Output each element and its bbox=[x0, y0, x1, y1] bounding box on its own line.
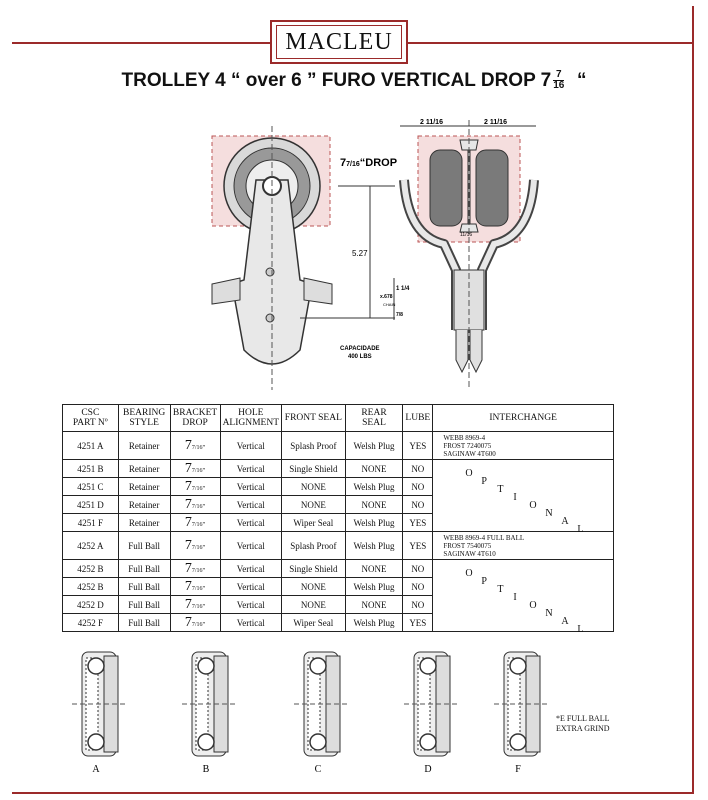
cell-drop: 77/16” bbox=[170, 514, 220, 532]
cell-rear-seal: NONE bbox=[345, 496, 403, 514]
cell-front-seal: Single Shield bbox=[282, 460, 346, 478]
cell-front-seal: Splash Proof bbox=[282, 532, 346, 560]
cell-rear-seal: NONE bbox=[345, 560, 403, 578]
optional-text bbox=[435, 560, 611, 635]
header-bearing: BEARING STYLE bbox=[118, 405, 170, 432]
cell-bearing: Full Ball bbox=[118, 532, 170, 560]
wheel-left-profile bbox=[430, 150, 462, 226]
cell-front-seal: Splash Proof bbox=[282, 432, 346, 460]
header-hole: HOLE ALIGNMENT bbox=[220, 405, 281, 432]
cell-lube: YES bbox=[403, 514, 433, 532]
cell-rear-seal: Welsh Plug bbox=[345, 478, 403, 496]
cell-lube: YES bbox=[403, 432, 433, 460]
header-interchange: INTERCHANGE bbox=[433, 405, 614, 432]
cell-rear-seal: NONE bbox=[345, 460, 403, 478]
cell-part: 4251 F bbox=[63, 514, 119, 532]
table-row bbox=[63, 560, 614, 578]
optional-letter: I bbox=[513, 492, 517, 503]
bearing-label: C bbox=[314, 764, 322, 775]
title-fraction: $\frac{7}{16}$ bbox=[553, 69, 565, 92]
cell-drop: 77/16” bbox=[170, 560, 220, 578]
cell-bearing: Full Ball bbox=[118, 614, 170, 632]
brand-logo: MACLEU bbox=[276, 25, 402, 59]
cell-rear-seal: Welsh Plug bbox=[345, 578, 403, 596]
cell-lube: YES bbox=[403, 614, 433, 632]
cell-drop: 77/16” bbox=[170, 496, 220, 514]
dim-1-1-4: 1 1/4 bbox=[396, 286, 410, 292]
cell-interchange: WEBB 8969-4 FULL BALL FROST 7540075 SAGINAW 4T610 bbox=[433, 532, 614, 560]
bearing-section-c bbox=[294, 652, 350, 756]
bearing-section-d bbox=[404, 652, 460, 756]
cell-bearing: Full Ball bbox=[118, 560, 170, 578]
optional-text bbox=[435, 460, 611, 535]
cell-hole: Vertical bbox=[220, 578, 281, 596]
cell-drop: 77/16” bbox=[170, 596, 220, 614]
table-row bbox=[63, 460, 614, 478]
cell-bearing: Full Ball bbox=[118, 596, 170, 614]
cell-hole: Vertical bbox=[220, 514, 281, 532]
bearing-sections bbox=[0, 640, 708, 780]
bearing-label: D bbox=[424, 764, 432, 775]
drop-label: 77/16“DROP bbox=[340, 157, 398, 169]
capacity-line1: CAPACIDADE bbox=[340, 346, 380, 352]
cell-front-seal: Wiper Seal bbox=[282, 614, 346, 632]
cell-drop: 77/16” bbox=[170, 578, 220, 596]
table-header-row bbox=[63, 405, 614, 432]
dim-527: 5.27 bbox=[352, 249, 368, 258]
optional-letter: O bbox=[465, 568, 473, 579]
cell-rear-seal: Welsh Plug bbox=[345, 614, 403, 632]
cell-part: 4252 D bbox=[63, 596, 119, 614]
optional-letter: T bbox=[497, 484, 504, 495]
cell-hole: Vertical bbox=[220, 432, 281, 460]
dim-right: 2 11/16 bbox=[484, 119, 507, 126]
cell-hole: Vertical bbox=[220, 596, 281, 614]
cell-bearing: Retainer bbox=[118, 496, 170, 514]
cell-drop: 77/16” bbox=[170, 460, 220, 478]
cell-lube: NO bbox=[403, 560, 433, 578]
cell-front-seal: NONE bbox=[282, 478, 346, 496]
cell-part: 4251 A bbox=[63, 432, 119, 460]
cell-lube: NO bbox=[403, 496, 433, 514]
cell-hole: Vertical bbox=[220, 460, 281, 478]
cell-part: 4251 D bbox=[63, 496, 119, 514]
optional-letter: I bbox=[513, 592, 517, 603]
cell-part: 4252 F bbox=[63, 614, 119, 632]
cell-front-seal: Wiper Seal bbox=[282, 514, 346, 532]
cell-front-seal: Single Shield bbox=[282, 560, 346, 578]
optional-letter: N bbox=[545, 508, 553, 519]
cell-hole: Vertical bbox=[220, 560, 281, 578]
cell-part: 4251 C bbox=[63, 478, 119, 496]
cell-bearing: Retainer bbox=[118, 432, 170, 460]
chain-label: CHAIN bbox=[383, 302, 396, 307]
optional-letter: A bbox=[561, 516, 569, 527]
cell-drop: 77/16” bbox=[170, 614, 220, 632]
cell-rear-seal: NONE bbox=[345, 596, 403, 614]
wheel-right-profile bbox=[476, 150, 508, 226]
header-rear-seal: REAR SEAL bbox=[345, 405, 403, 432]
bearing-label: B bbox=[202, 764, 210, 775]
cell-part: 4251 B bbox=[63, 460, 119, 478]
cell-interchange: WEBB 8969-4 FROST 7240075 SAGINAW 4T600 bbox=[433, 432, 614, 460]
header-front-seal: FRONT SEAL bbox=[282, 405, 346, 432]
cell-hole: Vertical bbox=[220, 496, 281, 514]
cell-drop: 77/16” bbox=[170, 432, 220, 460]
table-row bbox=[63, 432, 614, 460]
optional-letter: T bbox=[497, 584, 504, 595]
table-row bbox=[63, 532, 614, 560]
spec-table bbox=[62, 404, 614, 635]
cell-optional bbox=[433, 560, 614, 635]
header-part: CSC PART Nº bbox=[63, 405, 119, 432]
bolt-upper bbox=[266, 268, 274, 276]
dim-678: x.678 bbox=[380, 294, 393, 300]
cell-front-seal: NONE bbox=[282, 496, 346, 514]
optional-letter: P bbox=[481, 476, 487, 487]
capacity-line2: 400 LBS bbox=[348, 354, 372, 360]
optional-letter: O bbox=[529, 600, 537, 611]
optional-letter: O bbox=[465, 468, 473, 479]
cell-front-seal: NONE bbox=[282, 578, 346, 596]
header-lube: LUBE bbox=[403, 405, 433, 432]
cell-bearing: Retainer bbox=[118, 460, 170, 478]
dim-left: 2 11/16 bbox=[420, 119, 443, 126]
cell-bearing: Full Ball bbox=[118, 578, 170, 596]
cell-bearing: Retainer bbox=[118, 478, 170, 496]
footnote: *E FULL BALL EXTRA GRIND bbox=[556, 714, 610, 733]
dim-center: 11/16 bbox=[460, 232, 473, 238]
cell-front-seal: NONE bbox=[282, 596, 346, 614]
cell-optional bbox=[433, 460, 614, 535]
header-bracket: BRACKET DROP bbox=[170, 405, 220, 432]
cell-lube: NO bbox=[403, 460, 433, 478]
optional-letter: N bbox=[545, 608, 553, 619]
cell-lube: NO bbox=[403, 596, 433, 614]
cell-lube: NO bbox=[403, 578, 433, 596]
cell-drop: 77/16” bbox=[170, 478, 220, 496]
title-text: TROLLEY 4 “ over 6 ” FURO VERTICAL DROP 7 bbox=[121, 70, 552, 91]
optional-letter: P bbox=[481, 576, 487, 587]
bearing-label: A bbox=[92, 764, 100, 775]
cell-rear-seal: Welsh Plug bbox=[345, 514, 403, 532]
cell-bearing: Retainer bbox=[118, 514, 170, 532]
bolt-lower bbox=[266, 314, 274, 322]
dim-7-8: 7/8 bbox=[396, 312, 403, 318]
cell-rear-seal: Welsh Plug bbox=[345, 432, 403, 460]
bearing-section-a bbox=[72, 652, 128, 756]
cell-hole: Vertical bbox=[220, 478, 281, 496]
cell-part: 4252 B bbox=[63, 578, 119, 596]
cell-lube: YES bbox=[403, 532, 433, 560]
optional-letter: A bbox=[561, 616, 569, 627]
cell-drop: 77/16” bbox=[170, 532, 220, 560]
bearing-label: F bbox=[515, 764, 521, 775]
cell-hole: Vertical bbox=[220, 614, 281, 632]
bearing-section-b bbox=[182, 652, 238, 756]
bearing-section-f bbox=[494, 652, 550, 756]
cell-part: 4252 A bbox=[63, 532, 119, 560]
title-quote: “ bbox=[576, 70, 587, 91]
cell-rear-seal: Welsh Plug bbox=[345, 532, 403, 560]
optional-letter: O bbox=[529, 500, 537, 511]
cell-part: 4252 B bbox=[63, 560, 119, 578]
cell-hole: Vertical bbox=[220, 532, 281, 560]
optional-letter: L bbox=[577, 624, 584, 635]
optional-letter: L bbox=[577, 524, 584, 535]
cell-lube: NO bbox=[403, 478, 433, 496]
